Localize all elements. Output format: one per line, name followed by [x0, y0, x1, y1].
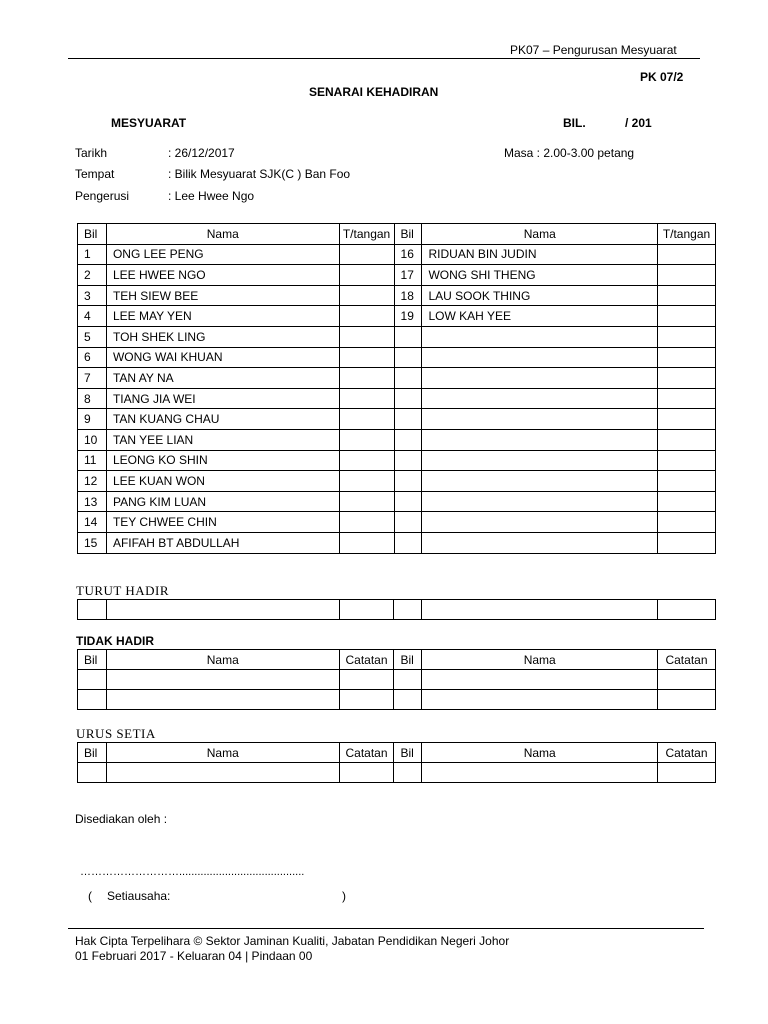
row-bil: [394, 368, 422, 389]
row-bil: 1: [78, 244, 107, 265]
table-row: [78, 512, 716, 533]
bil-label: BIL.: [563, 116, 586, 130]
row-nama: [422, 326, 658, 347]
row-ttangan: [339, 306, 394, 327]
row-nama: AFIFAH BT ABDULLAH: [106, 532, 339, 553]
row-bil: 5: [78, 326, 107, 347]
tarikh-label: Tarikh: [75, 146, 108, 160]
table-row: [78, 265, 716, 286]
row-nama: LEONG KO SHIN: [106, 450, 339, 471]
col-bil: Bil: [394, 743, 422, 763]
row-ttangan: [339, 244, 394, 265]
row-bil: 8: [78, 388, 107, 409]
row-ttangan: [658, 306, 716, 327]
row-nama: RIDUAN BIN JUDIN: [422, 244, 658, 265]
row-bil: 14: [78, 512, 107, 533]
row-ttangan: [658, 429, 716, 450]
col-nama: Nama: [422, 743, 658, 763]
attendance-table: [77, 223, 716, 554]
close-paren: ): [342, 889, 346, 903]
table-row: [78, 388, 716, 409]
row-ttangan: [658, 388, 716, 409]
row-nama: [422, 388, 658, 409]
row-ttangan: [339, 491, 394, 512]
row-bil: [394, 450, 422, 471]
row-bil: 7: [78, 368, 107, 389]
row-bil: [394, 388, 422, 409]
col-bil: Bil: [78, 224, 107, 245]
row-nama: [422, 347, 658, 368]
urus-setia-table: [77, 742, 716, 783]
table-row: [78, 532, 716, 553]
col-nama: Nama: [422, 224, 658, 245]
table-row: [78, 690, 716, 710]
tempat-value: : Bilik Mesyuarat SJK(C ) Ban Foo: [168, 167, 351, 181]
table-row: [78, 670, 716, 690]
row-ttangan: [658, 532, 716, 553]
footer-rule: [68, 928, 704, 929]
row-ttangan: [339, 450, 394, 471]
row-nama: LEE HWEE NGO: [106, 265, 339, 286]
col-nama: Nama: [106, 743, 339, 763]
table-row: [78, 244, 716, 265]
table-row: [78, 600, 716, 620]
pengerusi-value: : Lee Hwee Ngo: [168, 189, 255, 203]
tarikh-value: : 26/12/2017: [168, 146, 235, 160]
turut-hadir-title: TURUT HADIR: [76, 583, 170, 598]
row-nama: [422, 471, 658, 492]
open-paren: (: [88, 889, 92, 903]
urus-setia-header-row: [78, 743, 716, 763]
col-nama: Nama: [106, 650, 339, 670]
row-nama: LOW KAH YEE: [422, 306, 658, 327]
row-nama: LEE KUAN WON: [106, 471, 339, 492]
row-ttangan: [658, 491, 716, 512]
row-bil: [394, 491, 422, 512]
row-bil: 12: [78, 471, 107, 492]
row-ttangan: [339, 388, 394, 409]
row-bil: 2: [78, 265, 107, 286]
row-bil: 11: [78, 450, 107, 471]
tempat-label: Tempat: [75, 167, 115, 181]
col-catatan: Catatan: [657, 743, 715, 763]
col-ttangan: T/tangan: [658, 224, 716, 245]
row-ttangan: [339, 347, 394, 368]
row-bil: 18: [394, 285, 422, 306]
col-catatan: Catatan: [339, 650, 394, 670]
row-nama: [422, 532, 658, 553]
table-row: [78, 763, 716, 783]
row-nama: TEH SIEW BEE: [106, 285, 339, 306]
table-row: [78, 326, 716, 347]
row-nama: WONG WAI KHUAN: [106, 347, 339, 368]
row-bil: 13: [78, 491, 107, 512]
row-bil: [394, 512, 422, 533]
table-row: [78, 450, 716, 471]
table-row: [78, 429, 716, 450]
setiausaha-label: Setiausaha:: [107, 889, 171, 903]
row-ttangan: [339, 368, 394, 389]
row-ttangan: [339, 285, 394, 306]
col-bil: Bil: [394, 224, 422, 245]
row-bil: [394, 326, 422, 347]
tidak-hadir-header-row: [78, 650, 716, 670]
row-ttangan: [658, 471, 716, 492]
row-ttangan: [658, 347, 716, 368]
meeting-label: MESYUARAT: [111, 116, 187, 130]
urus-setia-title: URUS SETIA: [76, 726, 156, 741]
row-nama: ONG LEE PENG: [106, 244, 339, 265]
row-ttangan: [658, 265, 716, 286]
tidak-hadir-table: [77, 649, 716, 710]
row-ttangan: [658, 368, 716, 389]
col-bil: Bil: [78, 743, 107, 763]
row-nama: TAN AY NA: [106, 368, 339, 389]
row-nama: WONG SHI THENG: [422, 265, 658, 286]
row-nama: [422, 368, 658, 389]
row-bil: 19: [394, 306, 422, 327]
row-nama: [422, 512, 658, 533]
footer-issue: 01 Februari 2017 - Keluaran 04 | Pindaan 00: [75, 949, 313, 963]
row-ttangan: [339, 532, 394, 553]
pengerusi-label: Pengerusi: [75, 189, 130, 203]
row-nama: [422, 491, 658, 512]
turut-hadir-table: [77, 599, 716, 620]
row-bil: 17: [394, 265, 422, 286]
row-bil: [394, 347, 422, 368]
row-bil: 9: [78, 409, 107, 430]
row-nama: [422, 409, 658, 430]
row-ttangan: [339, 409, 394, 430]
row-ttangan: [339, 512, 394, 533]
row-nama: TAN YEE LIAN: [106, 429, 339, 450]
attendance-header-row: [78, 224, 716, 245]
col-nama: Nama: [106, 224, 339, 245]
row-ttangan: [658, 326, 716, 347]
table-row: [78, 368, 716, 389]
table-row: [78, 471, 716, 492]
form-code: PK 07/2: [640, 70, 684, 84]
row-bil: [394, 429, 422, 450]
row-bil: [394, 471, 422, 492]
document-reference: PK07 – Pengurusan Mesyuarat: [510, 43, 677, 57]
table-row: [78, 285, 716, 306]
row-nama: LAU SOOK THING: [422, 285, 658, 306]
row-bil: 10: [78, 429, 107, 450]
row-nama: [422, 450, 658, 471]
row-ttangan: [339, 429, 394, 450]
footer-copyright: Hak Cipta Terpelihara © Sektor Jaminan Kualiti, Jabatan Pendidikan Negeri Johor: [75, 934, 510, 948]
tidak-hadir-title: TIDAK HADIR: [76, 634, 154, 648]
col-ttangan: T/tangan: [339, 224, 394, 245]
row-ttangan: [658, 244, 716, 265]
row-ttangan: [339, 471, 394, 492]
col-nama: Nama: [422, 650, 658, 670]
row-bil: [394, 409, 422, 430]
signature-line: ……………………….........................................: [80, 866, 305, 878]
row-bil: 4: [78, 306, 107, 327]
row-nama: TAN KUANG CHAU: [106, 409, 339, 430]
row-nama: TOH SHEK LING: [106, 326, 339, 347]
header-rule: [68, 58, 700, 59]
table-row: [78, 347, 716, 368]
row-nama: PANG KIM LUAN: [106, 491, 339, 512]
row-nama: TIANG JIA WEI: [106, 388, 339, 409]
col-bil: Bil: [78, 650, 107, 670]
row-ttangan: [658, 450, 716, 471]
prepared-by-label: Disediakan oleh :: [75, 812, 168, 826]
masa-value: Masa : 2.00-3.00 petang: [504, 146, 635, 160]
col-bil: Bil: [394, 650, 422, 670]
table-row: [78, 491, 716, 512]
row-bil: 16: [394, 244, 422, 265]
page-title: SENARAI KEHADIRAN: [309, 85, 439, 99]
table-row: [78, 306, 716, 327]
row-bil: 6: [78, 347, 107, 368]
row-bil: 3: [78, 285, 107, 306]
row-bil: [394, 532, 422, 553]
row-ttangan: [339, 265, 394, 286]
col-catatan: Catatan: [657, 650, 715, 670]
row-ttangan: [658, 409, 716, 430]
row-bil: 15: [78, 532, 107, 553]
row-ttangan: [339, 326, 394, 347]
row-ttangan: [658, 285, 716, 306]
row-ttangan: [658, 512, 716, 533]
row-nama: LEE MAY YEN: [106, 306, 339, 327]
table-row: [78, 409, 716, 430]
row-nama: [422, 429, 658, 450]
col-catatan: Catatan: [339, 743, 394, 763]
bil-value: / 201: [625, 116, 652, 130]
row-nama: TEY CHWEE CHIN: [106, 512, 339, 533]
